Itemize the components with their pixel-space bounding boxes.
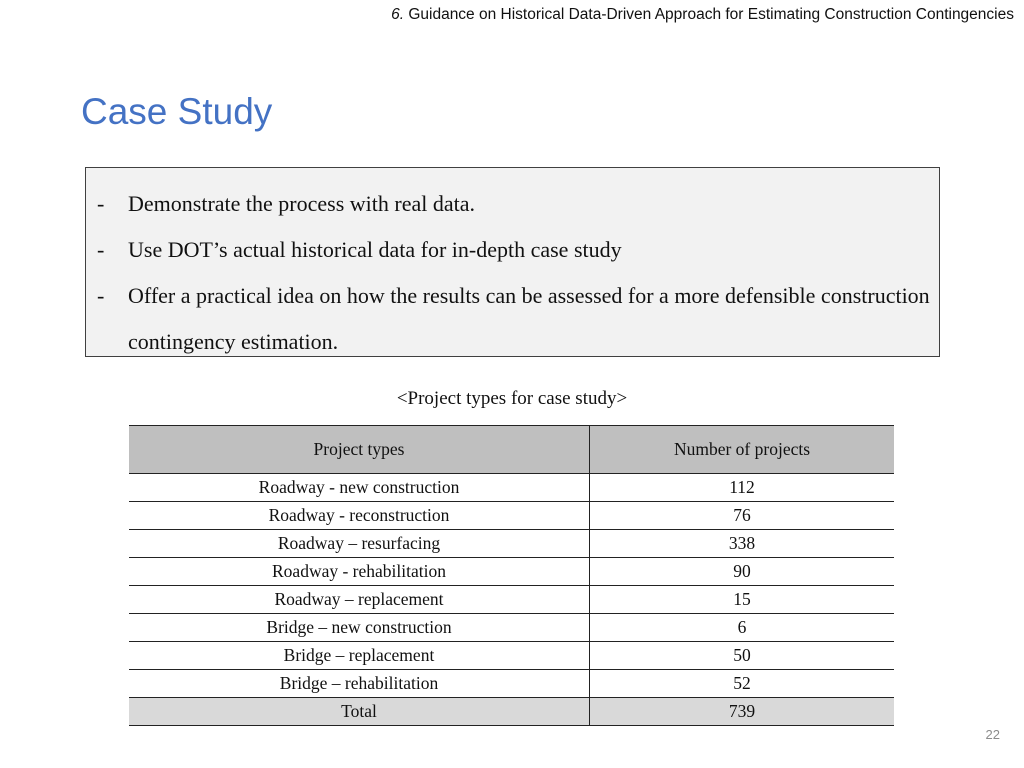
- bullet-dash: -: [97, 283, 105, 308]
- page-number: 22: [985, 727, 1000, 742]
- bullet-dash: -: [97, 237, 105, 262]
- bullet-list: [86, 168, 939, 365]
- project-count-cell: 6: [590, 614, 895, 642]
- section-number: 6.: [391, 6, 405, 23]
- bullet-item: [86, 181, 931, 227]
- project-type-cell: Roadway - new construction: [129, 474, 590, 502]
- project-type-cell: Roadway - rehabilitation: [129, 558, 590, 586]
- project-type-cell: Roadway – resurfacing: [129, 530, 590, 558]
- project-count-cell: 112: [590, 474, 895, 502]
- project-type-cell: Roadway - reconstruction: [129, 502, 590, 530]
- bullet-text: Demonstrate the process with real data.: [128, 191, 475, 216]
- total-value-cell: 739: [590, 698, 895, 726]
- table-row: [129, 474, 894, 502]
- table-header-row: [129, 426, 894, 474]
- project-type-cell: Bridge – rehabilitation: [129, 670, 590, 698]
- bullet-item: [86, 273, 931, 365]
- bullet-text: Use DOT’s actual historical data for in-depth case study: [128, 237, 622, 262]
- table-row: [129, 530, 894, 558]
- header-project-types: Project types: [129, 426, 590, 474]
- project-count-cell: 90: [590, 558, 895, 586]
- project-count-cell: 52: [590, 670, 895, 698]
- table-row: [129, 502, 894, 530]
- project-count-cell: 338: [590, 530, 895, 558]
- project-type-cell: Roadway – replacement: [129, 586, 590, 614]
- project-count-cell: 50: [590, 642, 895, 670]
- table-row: [129, 586, 894, 614]
- project-type-cell: Bridge – new construction: [129, 614, 590, 642]
- project-count-cell: 15: [590, 586, 895, 614]
- header-number-of-projects: Number of projects: [590, 426, 895, 474]
- total-label-cell: Total: [129, 698, 590, 726]
- bullet-box: [85, 167, 940, 357]
- section-title: Guidance on Historical Data-Driven Approach for Estimating Construction Contingencies: [408, 6, 1014, 23]
- bullet-item: [86, 227, 931, 273]
- table-total-row: [129, 698, 894, 726]
- table-row: [129, 614, 894, 642]
- table-row: [129, 642, 894, 670]
- bullet-dash: -: [97, 191, 105, 216]
- bullet-text: Offer a practical idea on how the results can be assessed for a more defensible construction contingency estimation.: [128, 283, 930, 354]
- slide-header: [391, 6, 1014, 24]
- table-row: [129, 558, 894, 586]
- project-count-cell: 76: [590, 502, 895, 530]
- slide-title: Case Study: [81, 91, 273, 132]
- table-caption: <Project types for case study>: [396, 388, 628, 409]
- table-row: [129, 670, 894, 698]
- project-type-cell: Bridge – replacement: [129, 642, 590, 670]
- project-types-table: [129, 425, 894, 726]
